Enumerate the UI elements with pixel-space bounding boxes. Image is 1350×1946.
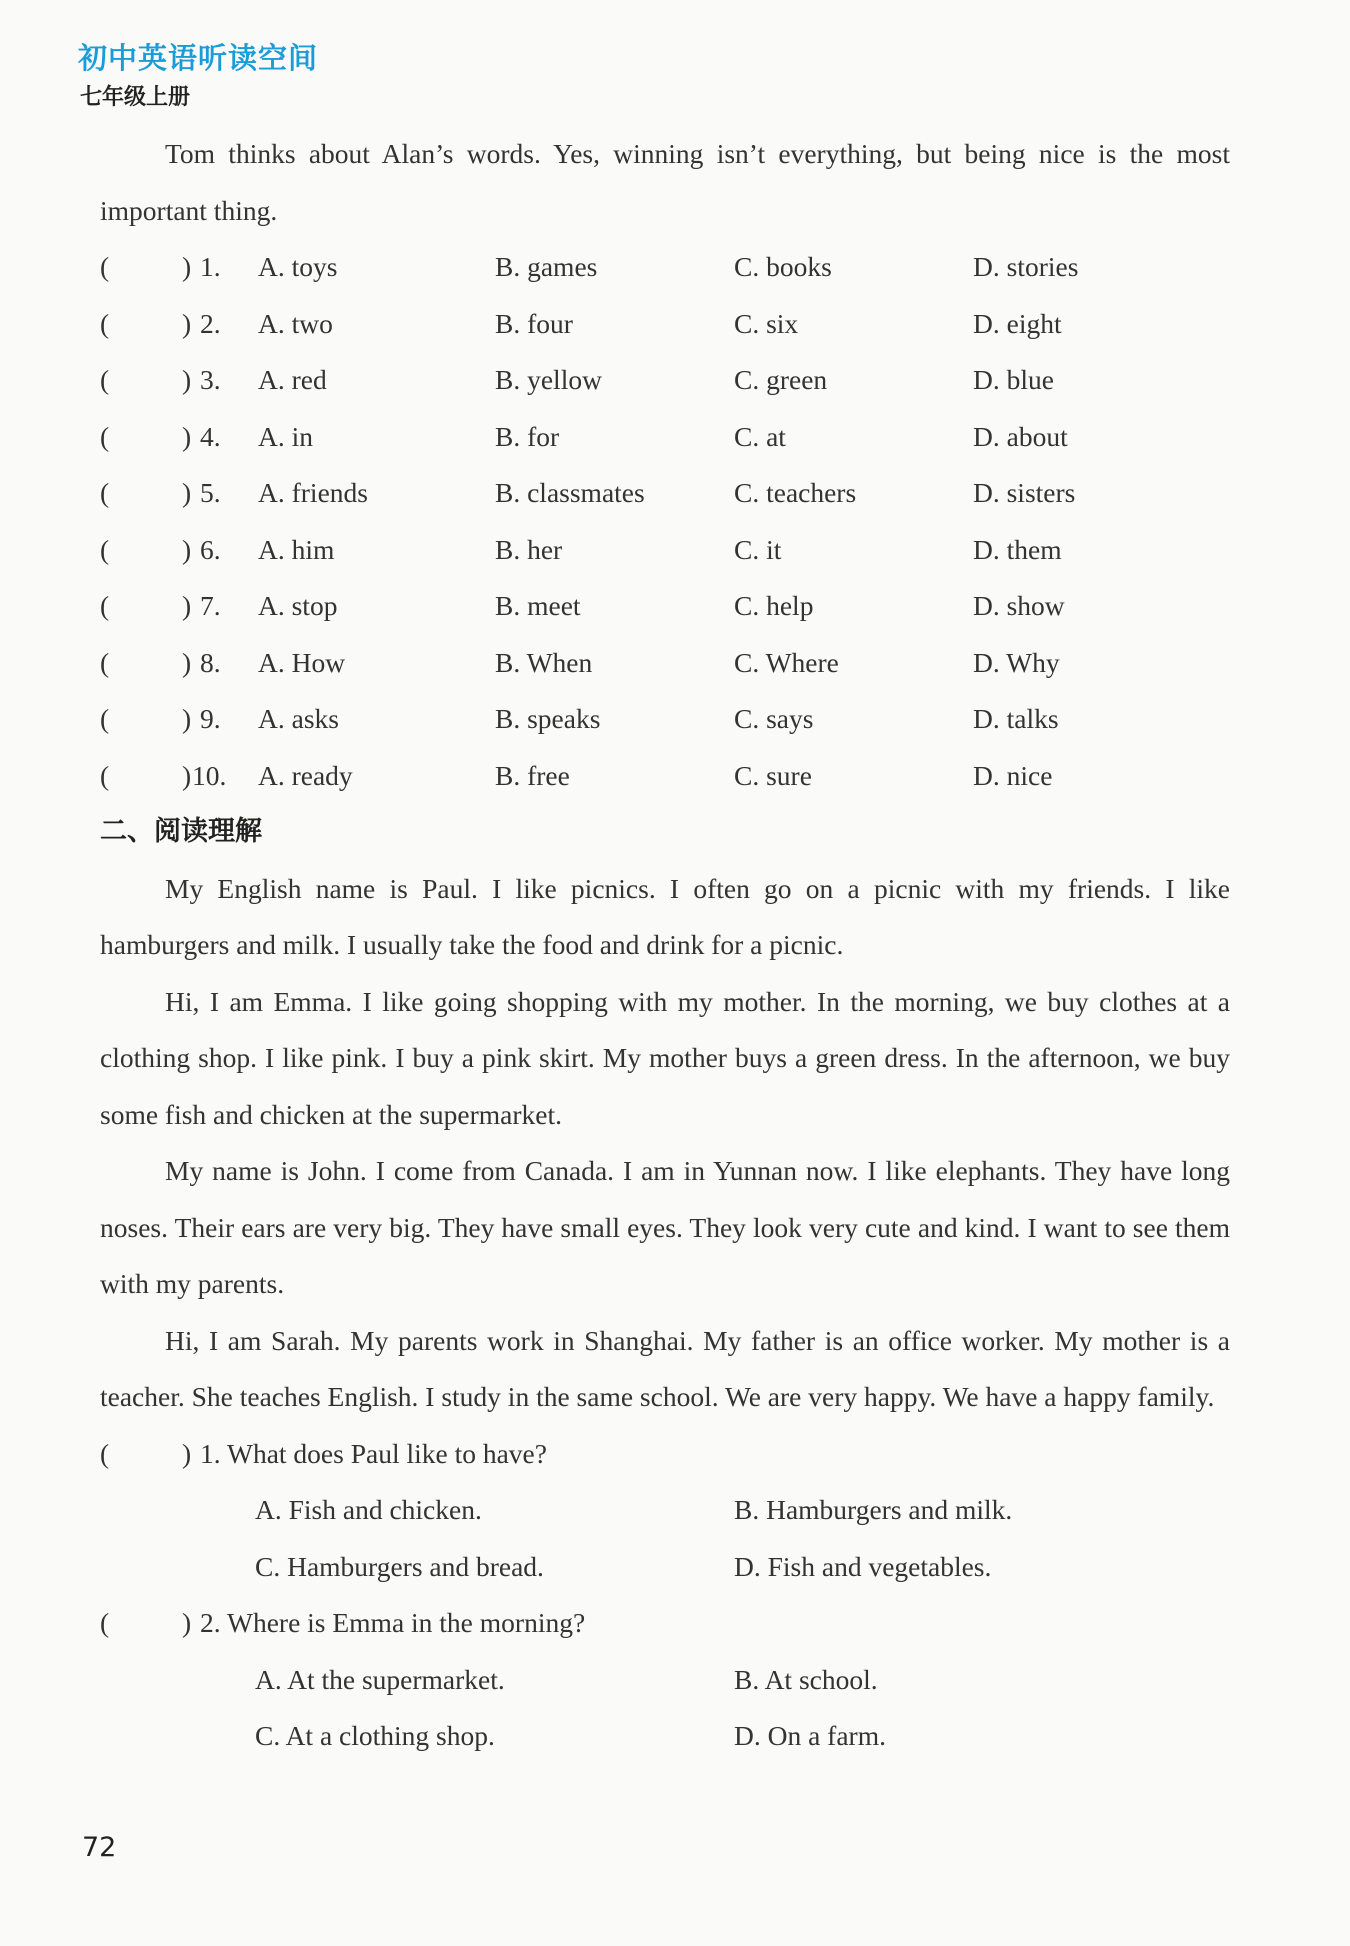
option-d: D. them (973, 533, 1062, 565)
question-number: 8. (200, 646, 221, 678)
reading-paragraph-emma: Hi, I am Emma. I like going shopping with my mother. In the morning, we buy clothes at a clothing shop. I like pink. I buy a pink skirt. My mother buys a green dress. In the afternoon, we buy some fish and chicken at the supermarket. (100, 985, 1230, 1130)
answer-paren-open: ( (100, 590, 110, 621)
option-c: C. sure (734, 759, 812, 791)
answer-paren-open: ( (100, 1607, 110, 1638)
question-number: 2. (200, 307, 221, 339)
option-d: D. eight (973, 307, 1062, 339)
option-b: B. Hamburgers and milk. (734, 1494, 1013, 1525)
option-c: C. it (734, 533, 782, 565)
cloze-question-row (100, 296, 1230, 353)
option-d: D. stories (973, 251, 1079, 282)
option-d: D. about (973, 420, 1068, 452)
option-b: B. four (495, 307, 573, 339)
answer-paren-open: ( (100, 1437, 110, 1469)
question-number: 9. (200, 703, 221, 734)
question-text: 1. What does Paul like to have? (200, 1437, 547, 1469)
option-d: D. talks (973, 703, 1059, 734)
answer-paren-close: ) (182, 590, 192, 621)
option-d: D. show (973, 590, 1065, 621)
answer-paren-open: ( (100, 646, 110, 678)
question-number: 4. (200, 420, 221, 452)
option-a: A. red (258, 364, 327, 395)
option-a: A. toys (258, 251, 338, 282)
option-b: B. free (495, 759, 570, 791)
reading-paragraph-sarah: Hi, I am Sarah. My parents work in Shanghai. My father is an office worker. My mother is a teacher. She teaches English. I study in the same school. We are very happy. We have a happy family. (100, 1324, 1230, 1412)
answer-paren-close: ) (182, 307, 192, 339)
option-c: C. Hamburgers and bread. (255, 1550, 544, 1582)
answer-paren-close: ) (182, 477, 192, 508)
cloze-question-row (100, 691, 1230, 748)
option-c: C. At a clothing shop. (255, 1720, 495, 1751)
header-title: 初中英语听读空间 (78, 41, 319, 75)
option-a: A. At the supermarket. (255, 1663, 505, 1695)
option-c: C. Where (734, 646, 839, 678)
option-b: B. meet (495, 590, 581, 621)
reading-question (100, 1595, 1230, 1765)
option-b: B. her (495, 533, 563, 565)
option-d: D. blue (973, 364, 1054, 395)
option-d: D. Why (973, 646, 1060, 678)
answer-paren-close: ) (182, 251, 192, 282)
question-number: 3. (200, 364, 221, 395)
cloze-question-row (100, 635, 1230, 692)
answer-paren-close: ) (182, 420, 192, 452)
option-a: A. How (258, 646, 346, 678)
cloze-question-row (100, 239, 1230, 296)
cloze-question-list (100, 239, 1230, 804)
option-a: A. asks (258, 703, 339, 734)
option-c: C. says (734, 703, 814, 734)
answer-paren-open: ( (100, 420, 110, 452)
option-c: C. at (734, 420, 786, 452)
cloze-question-row (100, 522, 1230, 579)
answer-options-row (100, 1708, 1230, 1765)
answer-paren-close: ) (182, 1437, 192, 1469)
answer-paren-open: ( (100, 703, 110, 734)
option-b: B. classmates (495, 477, 645, 508)
option-b: B. yellow (495, 364, 602, 395)
cloze-question-row (100, 465, 1230, 522)
answer-paren-close: ) (182, 646, 192, 678)
option-a: A. in (258, 420, 313, 452)
option-a: A. friends (258, 477, 368, 508)
passage-ending: Tom thinks about Alan’s words. Yes, winning isn’t everything, but being nice is the most important thing. (100, 138, 1230, 226)
reading-question (100, 1426, 1230, 1596)
answer-paren-open: ( (100, 759, 110, 791)
answer-paren-open: ( (100, 364, 110, 395)
option-a: A. Fish and chicken. (255, 1494, 482, 1525)
question-number: 6. (200, 533, 221, 565)
option-d: D. On a farm. (734, 1720, 886, 1751)
option-b: B. speaks (495, 703, 601, 734)
question-number: 10. (192, 759, 227, 791)
answer-paren-open: ( (100, 307, 110, 339)
answer-options-row (100, 1482, 1230, 1539)
option-b: B. At school. (734, 1663, 878, 1695)
cloze-question-row (100, 578, 1230, 635)
section-heading: 二、阅读理解 (100, 816, 262, 847)
answer-paren-close: ) (182, 759, 192, 791)
answer-options-row (100, 1539, 1230, 1596)
reading-paragraph-john: My name is John. I come from Canada. I am in Yunnan now. I like elephants. They have long noses. Their ears are very big. They have small eyes. They look very cute and kind. I want to see them with my parents. (100, 1155, 1230, 1299)
option-d: D. Fish and vegetables. (734, 1550, 992, 1582)
cloze-question-row (100, 409, 1230, 466)
answer-paren-close: ) (182, 703, 192, 734)
answer-paren-open: ( (100, 533, 110, 565)
option-a: A. him (258, 533, 335, 565)
question-number: 7. (200, 590, 221, 621)
reading-question-stem (100, 1595, 1230, 1652)
option-c: C. green (734, 364, 828, 395)
option-b: B. games (495, 251, 598, 282)
option-b: B. for (495, 420, 560, 452)
option-c: C. six (734, 307, 799, 339)
option-a: A. ready (258, 759, 353, 791)
reading-paragraph-paul: My English name is Paul. I like picnics. I often go on a picnic with my friends. I like hamburgers and milk. I usually take the food and drink for a picnic. (100, 872, 1230, 960)
answer-options-row (100, 1652, 1230, 1709)
question-number: 5. (200, 477, 221, 508)
question-text: 2. Where is Emma in the morning? (200, 1607, 586, 1638)
reading-question-stem (100, 1426, 1230, 1483)
option-d: D. nice (973, 759, 1053, 791)
option-c: C. teachers (734, 477, 857, 508)
header-subtitle: 七年级上册 (80, 84, 191, 110)
option-a: A. two (258, 307, 333, 339)
answer-paren-open: ( (100, 251, 110, 282)
option-c: C. books (734, 251, 832, 282)
answer-paren-close: ) (182, 364, 192, 395)
cloze-question-row (100, 352, 1230, 409)
option-c: C. help (734, 590, 814, 621)
option-b: B. When (495, 646, 593, 678)
option-d: D. sisters (973, 477, 1076, 508)
answer-paren-close: ) (182, 533, 192, 565)
question-number: 1. (200, 251, 221, 282)
answer-paren-open: ( (100, 477, 110, 508)
cloze-question-row (100, 748, 1230, 805)
answer-paren-close: ) (182, 1607, 192, 1638)
page-content (100, 126, 1230, 1765)
page-number: 72 (82, 1832, 117, 1863)
option-a: A. stop (258, 590, 338, 621)
